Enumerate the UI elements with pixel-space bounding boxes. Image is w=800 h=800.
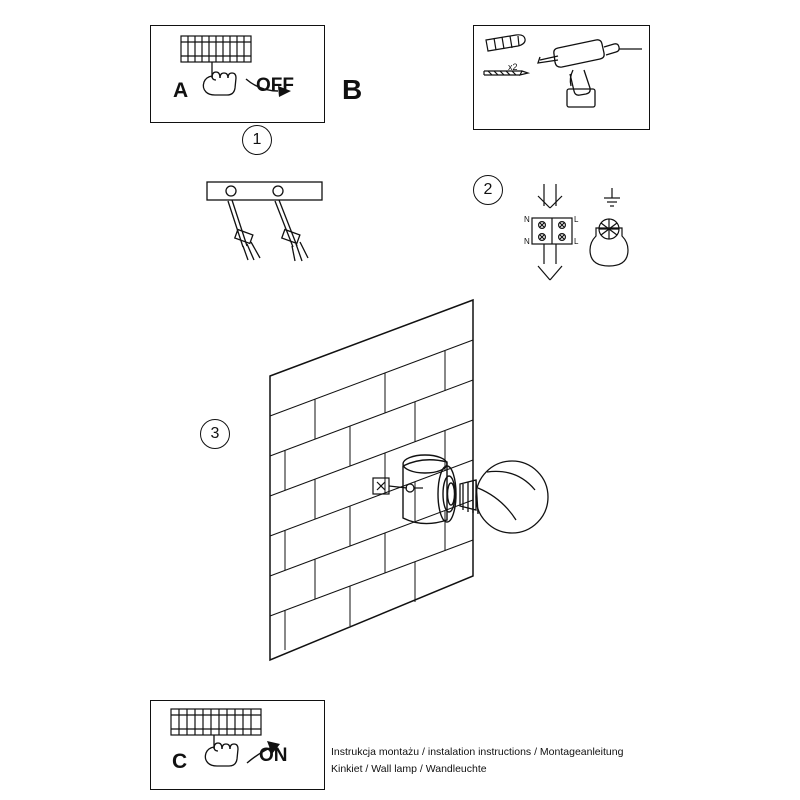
footer-line-1: Instrukcja montażu / instalation instructions / Montageanleitung — [331, 746, 624, 758]
wall-lamp-mounting-illustration — [255, 288, 655, 668]
terminal-label-N-bottom: N — [524, 237, 530, 246]
terminal-block-hand-on-icon — [151, 701, 324, 789]
step-C-panel — [150, 700, 325, 790]
terminal-block-hand-off-icon — [151, 26, 324, 122]
step-C-letter: C — [172, 750, 188, 773]
step-B-letter: B — [342, 74, 363, 105]
terminal-label-N-top: N — [524, 215, 530, 224]
quantity-label: x2 — [508, 62, 518, 72]
step-A-letter: A — [173, 79, 189, 102]
step-B-panel — [473, 25, 650, 130]
step-2-marker: 2 — [473, 175, 503, 205]
switch-on-label: ON — [259, 745, 288, 766]
step-A-panel — [150, 25, 325, 123]
switch-off-label: OFF — [256, 75, 294, 96]
ceiling-plate-cables-illustration — [195, 176, 355, 291]
terminal-label-L-bottom: L — [574, 237, 579, 246]
step-1-marker: 1 — [242, 125, 272, 155]
terminal-label-L-top: L — [574, 215, 579, 224]
step-3-marker: 3 — [200, 419, 230, 449]
drill-and-fixings-icon — [474, 26, 649, 129]
wiring-terminal-illustration — [510, 182, 640, 302]
footer-line-2: Kinkiet / Wall lamp / Wandleuchte — [331, 763, 487, 775]
